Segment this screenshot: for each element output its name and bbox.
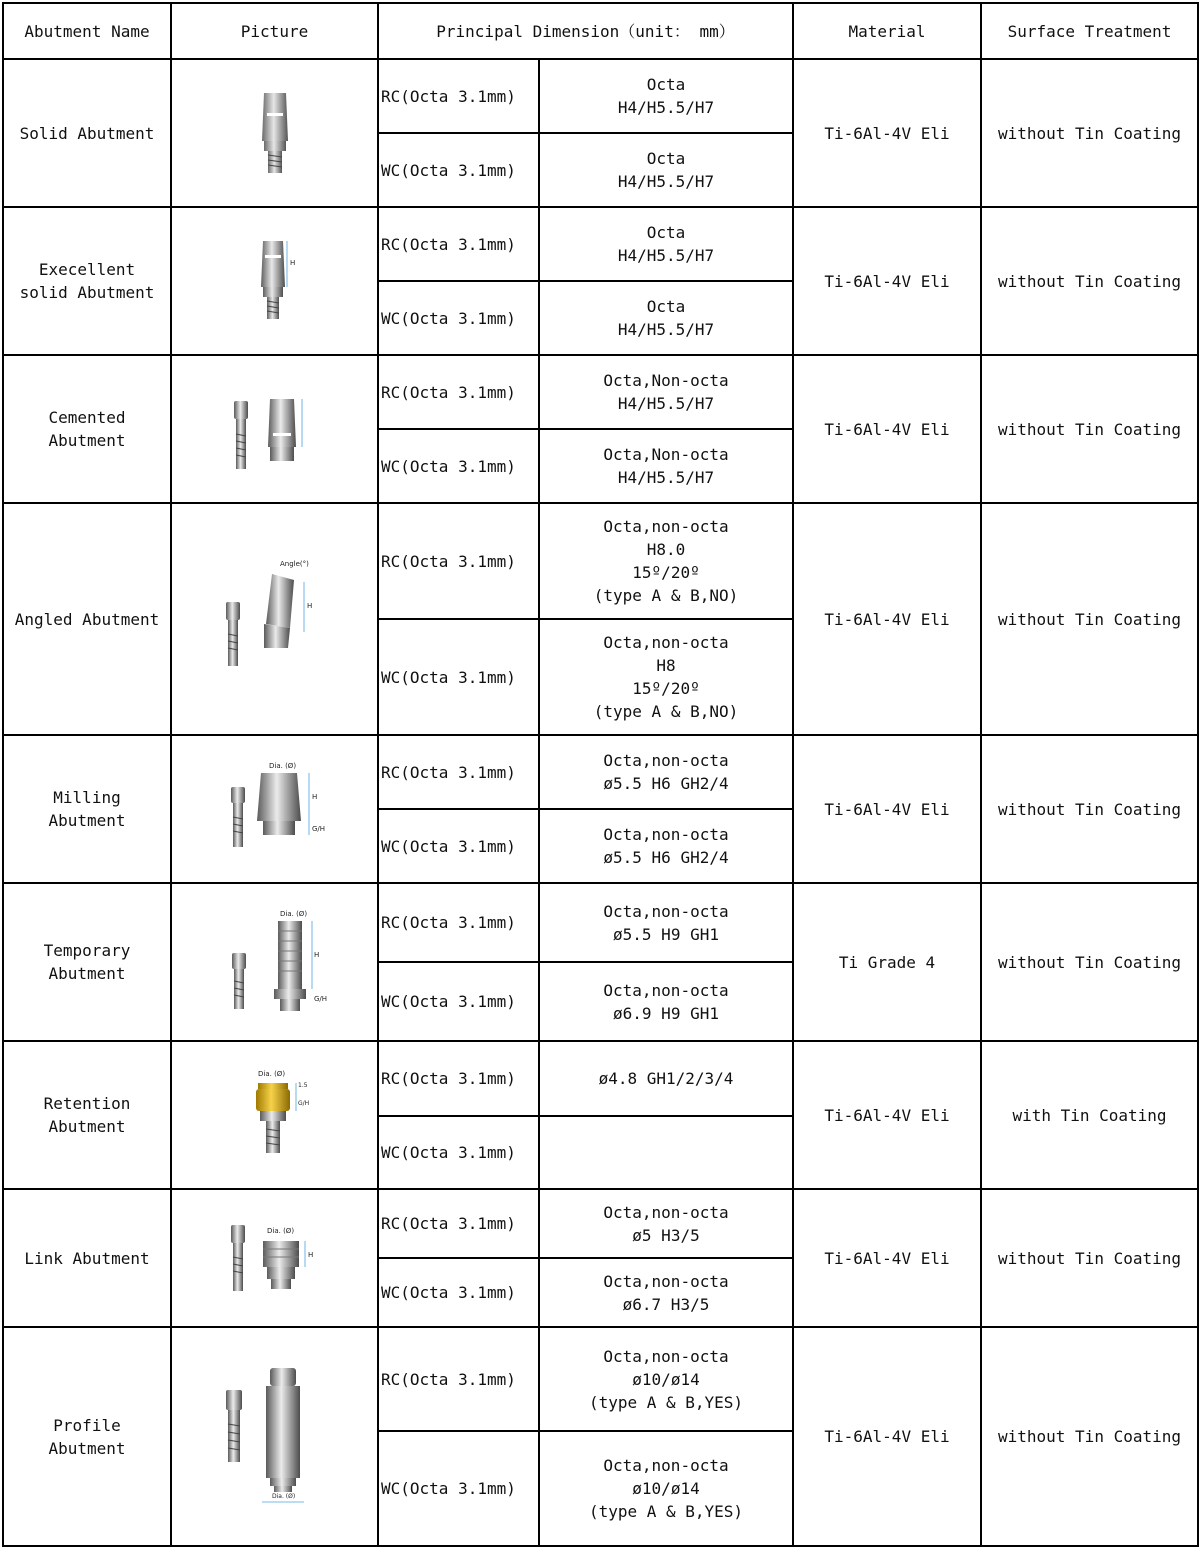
table-row [3,1041,1198,1116]
variant-dimensions: Octa,non-octa ø5 H3/5 [539,1189,793,1258]
variant-label: RC(Octa 3.1mm) [378,503,539,619]
variant-dimensions: Octa,non-octa ø5.5 H9 GH1 [539,883,793,962]
variant-label: WC(Octa 3.1mm) [378,133,539,207]
variant-dimensions: Octa,non-octa ø6.9 H9 GH1 [539,962,793,1041]
abutment-picture [171,503,378,735]
abutment-picture [171,1041,378,1189]
surface-treatment: without Tin Coating [981,503,1198,735]
variant-label: RC(Octa 3.1mm) [378,207,539,281]
variant-label: RC(Octa 3.1mm) [378,1327,539,1431]
variant-label: RC(Octa 3.1mm) [378,883,539,962]
svg-text:G/H: G/H [297,1100,309,1107]
variant-label: WC(Octa 3.1mm) [378,1431,539,1546]
surface-treatment: without Tin Coating [981,735,1198,883]
variant-dimensions: Octa H4/H5.5/H7 [539,207,793,281]
cemented-abutment-icon [220,379,330,479]
material: Ti Grade 4 [793,883,981,1041]
variant-label: RC(Octa 3.1mm) [378,355,539,429]
svg-text:Dia. (Ø): Dia. (Ø) [266,1227,294,1235]
abutment-name: Profile Abutment [3,1327,171,1546]
variant-dimensions: Octa,non-octa H8.0 15º/20º (type A & B,NO) [539,503,793,619]
surface-treatment: without Tin Coating [981,1327,1198,1546]
variant-dimensions: Octa H4/H5.5/H7 [539,281,793,355]
variant-label: RC(Octa 3.1mm) [378,735,539,809]
svg-text:Dia. (Ø): Dia. (Ø) [257,1070,285,1078]
variant-dimensions: Octa H4/H5.5/H7 [539,59,793,133]
svg-text:1.5: 1.5 [297,1082,308,1089]
excellent-solid-abutment-icon [240,231,310,331]
material: Ti-6Al-4V Eli [793,1327,981,1546]
svg-text:Dia. (Ø): Dia. (Ø) [271,1492,295,1500]
variant-dimensions: Octa,non-octa H8 15º/20º (type A & B,NO) [539,619,793,735]
milling-abutment-icon [215,759,335,859]
surface-treatment: without Tin Coating [981,59,1198,207]
variant-label: WC(Octa 3.1mm) [378,619,539,735]
variant-label: RC(Octa 3.1mm) [378,59,539,133]
header-material: Material [793,3,981,59]
variant-dimensions: Octa,non-octa ø5.5 H6 GH2/4 [539,735,793,809]
material: Ti-6Al-4V Eli [793,1041,981,1189]
material: Ti-6Al-4V Eli [793,59,981,207]
surface-treatment: without Tin Coating [981,1189,1198,1327]
variant-dimensions: Octa,non-octa ø10/ø14 (type A & B,YES) [539,1431,793,1546]
variant-label: WC(Octa 3.1mm) [378,1258,539,1327]
abutment-name: Temporary Abutment [3,883,171,1041]
variant-label: WC(Octa 3.1mm) [378,809,539,883]
table-row [3,735,1198,809]
variant-label: RC(Octa 3.1mm) [378,1189,539,1258]
abutment-picture [171,207,378,355]
surface-treatment: without Tin Coating [981,207,1198,355]
abutment-picture [171,1327,378,1546]
temporary-abutment-icon [210,907,340,1017]
svg-text:H: H [307,1251,313,1259]
angled-abutment-icon [210,554,340,684]
svg-text:Angle(°): Angle(°) [279,560,309,568]
svg-text:Dia. (Ø): Dia. (Ø) [268,762,296,770]
surface-treatment: without Tin Coating [981,355,1198,503]
svg-text:H: H [306,602,312,610]
header-principal-dimension: Principal Dimension（unit： mm） [378,3,793,59]
variant-dimensions: Octa,non-octa ø6.7 H3/5 [539,1258,793,1327]
abutment-name: Angled Abutment [3,503,171,735]
variant-dimensions: Octa,non-octa ø5.5 H6 GH2/4 [539,809,793,883]
table-row [3,1189,1198,1258]
header-picture: Picture [171,3,378,59]
variant-dimensions [539,1116,793,1189]
material: Ti-6Al-4V Eli [793,355,981,503]
table-row [3,207,1198,281]
variant-label: WC(Octa 3.1mm) [378,281,539,355]
svg-text:H: H [289,259,295,267]
svg-text:Dia. (Ø): Dia. (Ø) [279,910,307,918]
profile-abutment-icon [210,1362,340,1512]
abutment-spec-table [2,2,1199,1547]
table-row [3,1327,1198,1431]
table-row [3,355,1198,429]
table-row [3,883,1198,962]
svg-text:G/H: G/H [311,825,325,833]
variant-label: WC(Octa 3.1mm) [378,962,539,1041]
abutment-picture [171,735,378,883]
material: Ti-6Al-4V Eli [793,503,981,735]
table-row [3,59,1198,133]
svg-text:H: H [311,793,317,801]
svg-text:G/H: G/H [313,995,327,1003]
variant-label: WC(Octa 3.1mm) [378,1116,539,1189]
retention-abutment-icon [220,1065,330,1165]
surface-treatment: with Tin Coating [981,1041,1198,1189]
abutment-name: Execellent solid Abutment [3,207,171,355]
abutment-picture [171,355,378,503]
variant-dimensions: Octa H4/H5.5/H7 [539,133,793,207]
abutment-picture [171,883,378,1041]
surface-treatment: without Tin Coating [981,883,1198,1041]
variant-dimensions: Octa,Non-octa H4/H5.5/H7 [539,429,793,503]
abutment-name: Cemented Abutment [3,355,171,503]
link-abutment-icon [215,1213,335,1303]
abutment-name: Milling Abutment [3,735,171,883]
variant-label: WC(Octa 3.1mm) [378,429,539,503]
variant-label: RC(Octa 3.1mm) [378,1041,539,1116]
variant-dimensions: ø4.8 GH1/2/3/4 [539,1041,793,1116]
abutment-picture [171,1189,378,1327]
header-surface-treatment: Surface Treatment [981,3,1198,59]
abutment-picture [171,59,378,207]
variant-dimensions: Octa,Non-octa H4/H5.5/H7 [539,355,793,429]
svg-text:H: H [313,951,319,959]
variant-dimensions: Octa,non-octa ø10/ø14 (type A & B,YES) [539,1327,793,1431]
material: Ti-6Al-4V Eli [793,207,981,355]
material: Ti-6Al-4V Eli [793,1189,981,1327]
table-row [3,503,1198,619]
abutment-name: Retention Abutment [3,1041,171,1189]
header-row [3,3,1198,59]
abutment-name: Solid Abutment [3,59,171,207]
material: Ti-6Al-4V Eli [793,735,981,883]
abutment-name: Link Abutment [3,1189,171,1327]
solid-abutment-icon [245,83,305,183]
header-abutment-name: Abutment Name [3,3,171,59]
